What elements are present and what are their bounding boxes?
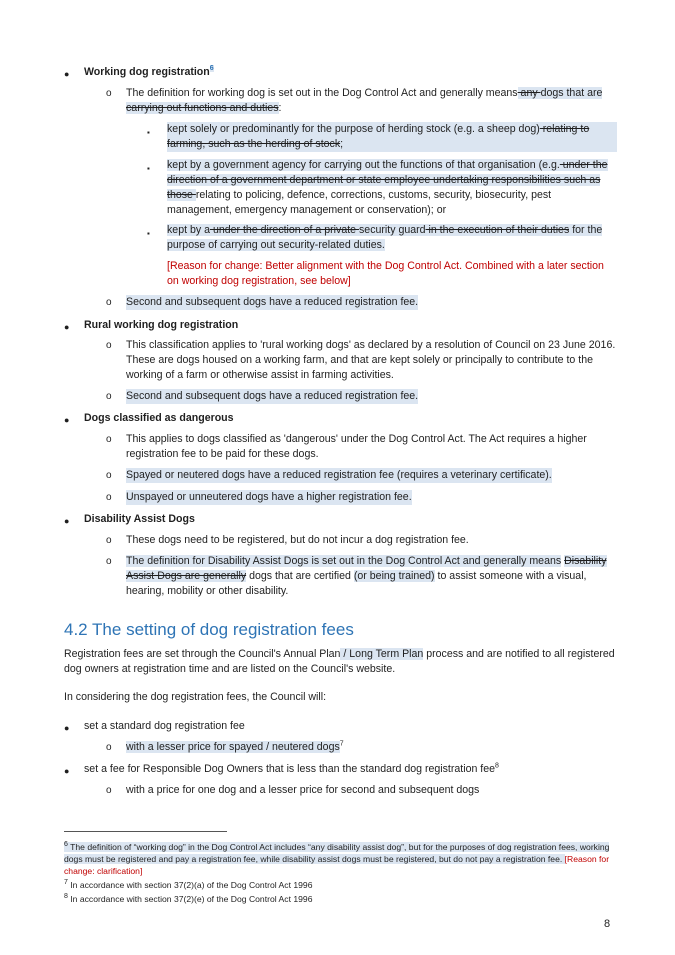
bullet-icon: ● (64, 322, 70, 332)
section-title-rural: Rural working dog registration (84, 319, 239, 331)
working-item-herding: kept solely or predominantly for the purpose of herding stock (e.g. a sheep dog) relating to farming, such as the herding of stock; (167, 122, 617, 152)
circle-bullet-icon: o (106, 297, 112, 308)
dangerous-spayed: Spayed or neutered dogs have a reduced registration fee (requires a veterinary certificate). (126, 469, 552, 481)
working-second-dogs: Second and subsequent dogs have a reduced registration fee. (126, 296, 419, 308)
section-title-dangerous: Dogs classified as dangerous (84, 412, 234, 424)
section-heading: 4.2 The setting of dog registration fees (64, 620, 354, 639)
working-item-security: kept by a under the direction of a private security guard in the execution of their duties for the purpose of carrying out security-related duties. (167, 224, 603, 251)
reason-note: [Reason for change: Better alignment with the Dog Control Act. Combined with a later section on working dog registration, see below] (167, 260, 604, 287)
circle-bullet-icon: o (106, 434, 112, 445)
circle-bullet-icon: o (106, 492, 112, 503)
circle-bullet-icon: o (106, 470, 112, 481)
circle-bullet-icon: o (106, 556, 112, 567)
fee-responsible-sub: with a price for one dog and a lesser price for second and subsequent dogs (126, 784, 480, 796)
circle-bullet-icon: o (106, 340, 112, 351)
square-bullet-icon: ▪ (147, 128, 150, 137)
fee-spayed: with a lesser price for spayed / neutered dogs$^7$ (126, 740, 344, 753)
disability-definition: The definition for Disability Assist Dogs is set out in the Dog Control Act and generally means Disability Assist Dogs are generally dogs that are certified (or being trained) to assist someone with a visual, hearing, mobility or other disability. (126, 555, 607, 597)
square-bullet-icon: ▪ (147, 229, 150, 238)
footnote-ref-7[interactable]: 7 (339, 740, 344, 748)
fee-standard: set a standard dog registration fee (84, 720, 245, 732)
rural-second-dogs: Second and subsequent dogs have a reduced registration fee. (126, 390, 419, 402)
bullet-icon: ● (64, 766, 70, 776)
footnote-7: $^7$ In accordance with section 37(2)(a) of the Dog Control Act 1996 (64, 879, 313, 890)
footnote-6: $^6$ The definition of “working dog” in the Dog Control Act includes “any disability assist dog”, but for the purposes of dog registration fees, working dogs must be registered and pay a registration fee, while disability assist dogs must be registered, but do not pay a registration fee. [Reason for change: clarification] (64, 841, 610, 876)
working-item-government: kept by a government agency for carrying out the functions of that organisation (e.g. under the direction of a government department or state employee undertaking responsibilities such as those relating to policing, defence, corrections, customs, security, biosecurity, pest management, emergency management or conservation); or (167, 159, 608, 216)
footnote-8: $^8$ In accordance with section 37(2)(e) of the Dog Control Act 1996 (64, 893, 313, 904)
circle-bullet-icon: o (106, 742, 112, 753)
footnote-ref-6[interactable]: 6 (209, 65, 214, 73)
section-title-working: Working dog registration$^6$ (84, 65, 214, 78)
bullet-icon: ● (64, 516, 70, 526)
circle-bullet-icon: o (106, 535, 112, 546)
rural-description: This classification applies to 'rural working dogs' as declared by a resolution of Council on 23 June 2016. These are dogs housed on a working farm, and that are kept solely or principally to contribute to the working of a farm or otherwise assist in farming activities. (126, 339, 616, 381)
footnote-separator (64, 831, 227, 832)
dangerous-unspayed: Unspayed or unneutered dogs have a higher registration fee. (126, 491, 412, 503)
fees-paragraph: Registration fees are set through the Council's Annual Plan / Long Term Plan process and are notified to all registered dog owners at registration time and are listed on the Council's website. (64, 648, 615, 675)
fees-intro: In considering the dog registration fees, the Council will: (64, 691, 327, 703)
bullet-icon: ● (64, 723, 70, 733)
footnote-ref-8[interactable]: 8 (495, 762, 499, 770)
page-number: 8 (604, 918, 611, 930)
circle-bullet-icon: o (106, 391, 112, 402)
disability-description: These dogs need to be registered, but do not incur a dog registration fee. (126, 534, 469, 546)
square-bullet-icon: ▪ (147, 164, 150, 173)
working-definition: The definition for working dog is set out in the Dog Control Act and generally means any dogs that are carrying out functions and duties: (126, 87, 603, 114)
bullet-icon: ● (64, 69, 70, 79)
circle-bullet-icon: o (106, 785, 112, 796)
circle-bullet-icon: o (106, 88, 112, 99)
dangerous-description: This applies to dogs classified as 'dangerous' under the Dog Control Act. The Act requires a higher registration fee to be paid for these dogs. (126, 433, 587, 460)
section-title-disability: Disability Assist Dogs (84, 513, 195, 525)
bullet-icon: ● (64, 415, 70, 425)
fee-responsible-owners: set a fee for Responsible Dog Owners that is less than the standard dog registration fee$^8$ (84, 762, 499, 775)
